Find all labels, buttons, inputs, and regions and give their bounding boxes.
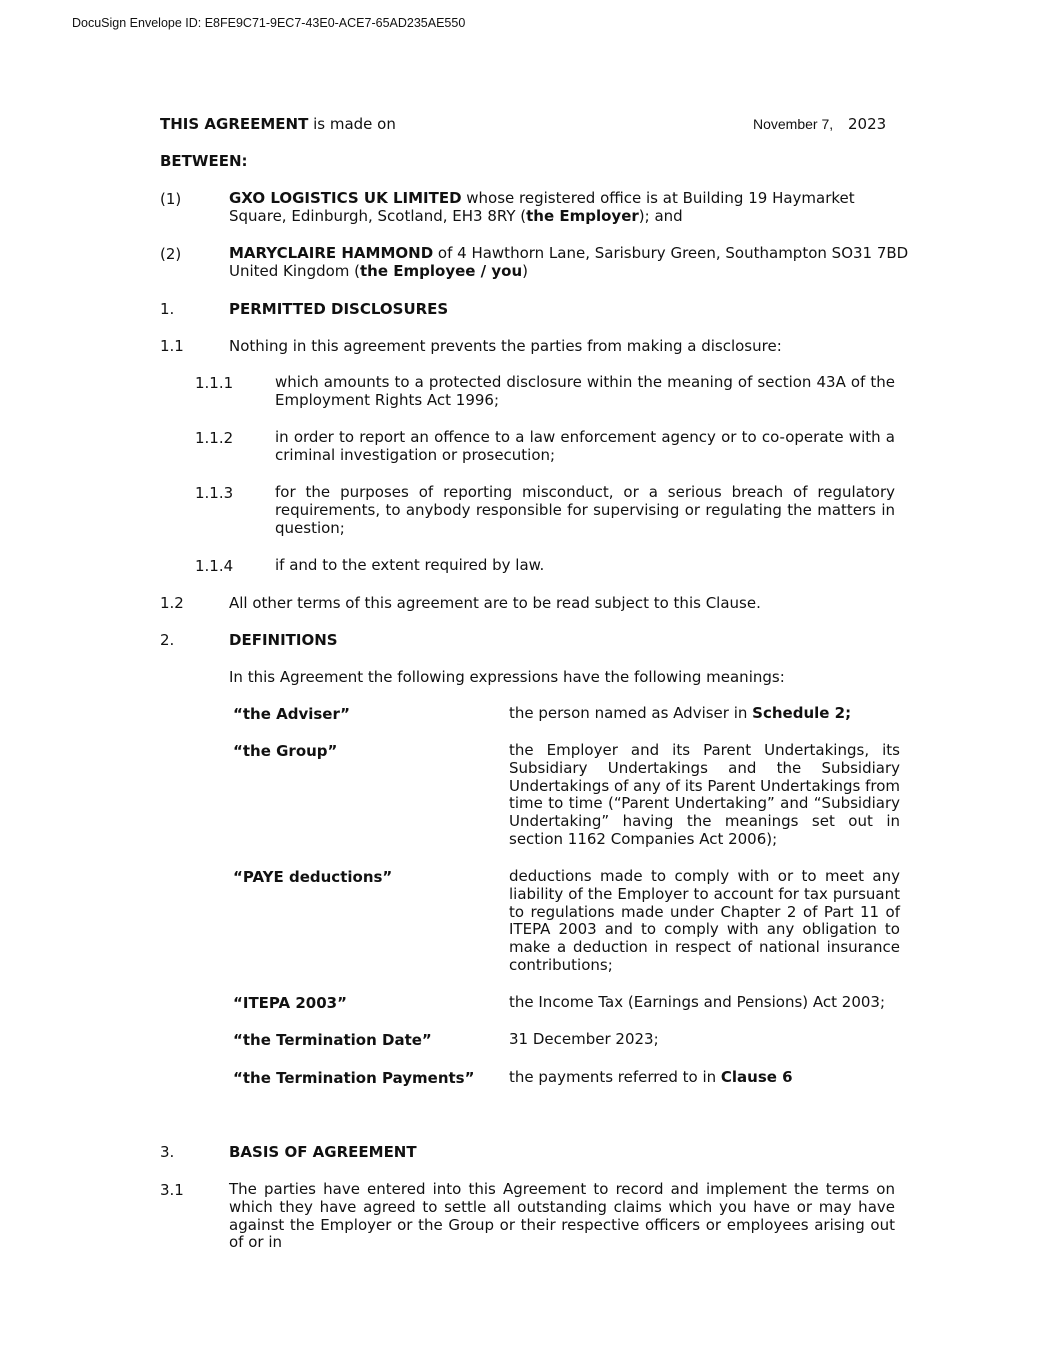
party-address-line-2: United Kingdom ( — [229, 261, 361, 280]
agreement-label: THIS AGREEMENT — [160, 115, 309, 133]
party-tail: ); and — [638, 206, 683, 225]
definition-meaning: deductions made to comply with or to meet any liability of the Employer to account for tax pursuant to regulations made under Chapter 2 of Part 11 of ITEPA 2003 and to comply with any obligation to make a deduction in respect of national insurance contributions; — [509, 867, 900, 974]
agreement-date-year: 2023 — [848, 115, 887, 133]
party-address-line-2: Square, Edinburgh, Scotland, EH3 8RY ( — [229, 206, 527, 225]
definition-term: “the Group” — [233, 742, 338, 760]
party-employee — [229, 245, 909, 281]
definition-meaning — [509, 705, 900, 723]
party-address-line-1: whose registered office is at Building 19 Haymarket — [461, 189, 855, 207]
docusign-envelope-id: DocuSign Envelope ID: E8FE9C71-9EC7-43E0-ACE7-65AD235AE550 — [72, 16, 466, 30]
section-title: DEFINITIONS — [229, 631, 338, 649]
definition-meaning-ref: Schedule 2; — [752, 704, 852, 722]
definition-meaning: the Income Tax (Earnings and Pensions) Act 2003; — [509, 993, 886, 1011]
section-title: PERMITTED DISCLOSURES — [229, 300, 449, 318]
party-number: (1) — [160, 190, 182, 208]
definition-meaning-text: the person named as Adviser in — [509, 704, 753, 722]
clause-number: 1.1 — [160, 337, 184, 355]
subclause-number: 1.1.4 — [195, 557, 234, 575]
definition-meaning: the Employer and its Parent Undertakings, its Subsidiary Undertakings and the Subsidiary Undertakings of any of its Parent Undertakings from time to time (“Parent Undertaking” and “Subsidiary Undertaking” having the meanings set out in section 1162 Companies Act 2006); — [509, 741, 901, 848]
clause-number: 3.1 — [160, 1181, 184, 1199]
clause-text: All other terms of this agreement are to be read subject to this Clause. — [229, 594, 761, 612]
party-role: the Employer — [526, 206, 639, 225]
party-name: GXO LOGISTICS UK LIMITED — [229, 189, 462, 207]
subclause-text: for the purposes of reporting misconduct, or a serious breach of regulatory requirements, to anybody responsible for supervising or regulating the matters in question; — [275, 483, 895, 537]
definition-meaning — [509, 1069, 900, 1087]
agreement-date-month-day: November 7, — [753, 116, 834, 132]
between-heading: BETWEEN: — [160, 152, 248, 170]
definition-term: “PAYE deductions” — [233, 868, 393, 886]
subclause-number: 1.1.1 — [195, 374, 234, 392]
definition-term: “ITEPA 2003” — [233, 994, 347, 1012]
party-name: MARYCLAIRE HAMMOND — [229, 244, 434, 262]
party-address-line-1: of 4 Hawthorn Lane, Sarisbury Green, Southampton SO31 7BD — [433, 244, 909, 262]
subclause-number: 1.1.2 — [195, 429, 234, 447]
subclause-number: 1.1.3 — [195, 484, 234, 502]
section-title: BASIS OF AGREEMENT — [229, 1143, 417, 1161]
agreement-intro — [160, 115, 396, 133]
clause-number: 1.2 — [160, 594, 184, 612]
definition-meaning-ref: Clause 6 — [720, 1068, 793, 1086]
section-number: 3. — [160, 1143, 175, 1161]
definition-meaning: 31 December 2023; — [509, 1030, 659, 1048]
section-number: 1. — [160, 300, 175, 318]
definition-term: “the Termination Payments” — [233, 1069, 475, 1087]
party-tail: ) — [522, 261, 528, 280]
agreement-made-on: is made on — [308, 115, 396, 133]
definitions-intro: In this Agreement the following expressions have the following meanings: — [229, 668, 785, 686]
party-role: the Employee / you — [360, 261, 523, 280]
definition-meaning-text: the payments referred to in — [509, 1068, 721, 1086]
clause-text: The parties have entered into this Agreement to record and implement the terms on which they have agreed to settle all outstanding claims which you have or may have against the Employer or the Group or their respective officers or employees arising out of or in — [229, 1180, 895, 1252]
definition-term: “the Termination Date” — [233, 1031, 432, 1049]
definition-term: “the Adviser” — [233, 705, 351, 723]
party-number: (2) — [160, 245, 182, 263]
subclause-text: which amounts to a protected disclosure within the meaning of section 43A of the Employment Rights Act 1996; — [275, 373, 895, 409]
party-employer — [229, 190, 899, 226]
subclause-text: if and to the extent required by law. — [275, 556, 545, 574]
clause-text: Nothing in this agreement prevents the parties from making a disclosure: — [229, 337, 782, 355]
section-number: 2. — [160, 631, 175, 649]
subclause-text: in order to report an offence to a law enforcement agency or to co-operate with a criminal investigation or prosecution; — [275, 428, 895, 464]
